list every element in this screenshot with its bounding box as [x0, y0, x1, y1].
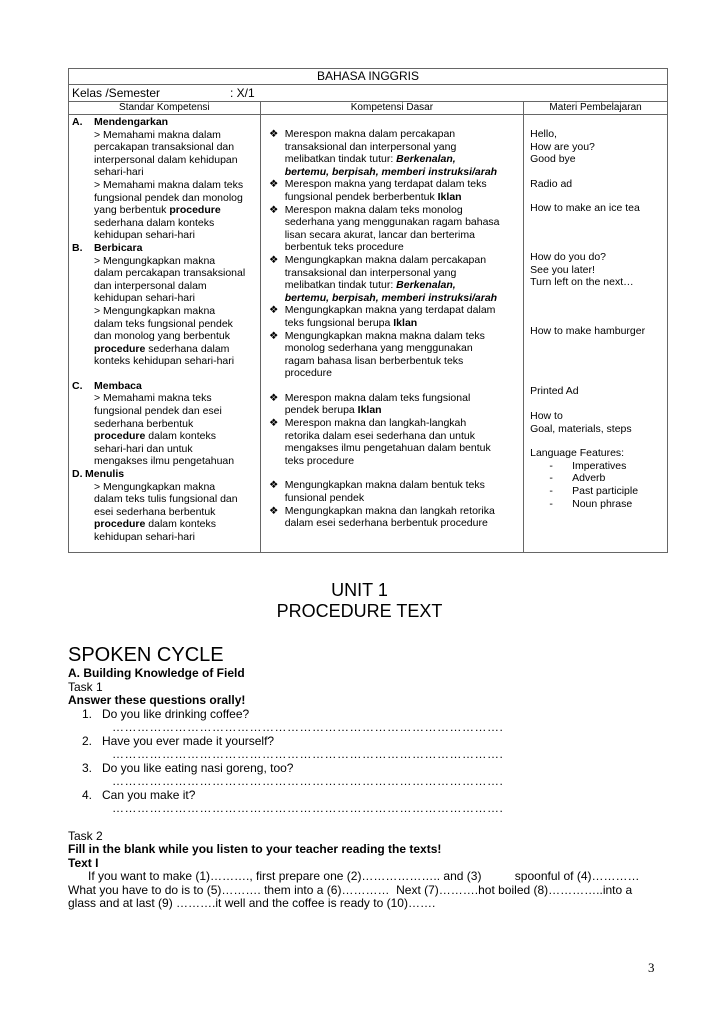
- bullet-icon: ❖: [268, 178, 279, 191]
- sk-a1: > Memahami makna dalam percakapan transaksional dan interpersonal dalam kehidupan sehari-hari: [94, 128, 238, 179]
- bullet-icon: ❖: [268, 253, 279, 266]
- sk-b2: > Mengungkapkan makna dalam teks fungsional pendek dan monolog yang berbentuk procedure sederhana dalam konteks kehidupan sehari-hari: [94, 304, 235, 368]
- bullet-icon: ❖: [268, 391, 279, 404]
- sk-column: [69, 115, 261, 553]
- answer-line: ………………………………………………………………………………….: [112, 801, 504, 815]
- table-title: BAHASA INGGRIS: [69, 69, 668, 85]
- mp-c2: How to Goal, materials, steps: [530, 409, 632, 435]
- list-item: 1. Do you like drinking coffee? ………………………………………………………………………………….: [68, 708, 688, 735]
- answer-line: ………………………………………………………………………………….: [112, 774, 504, 788]
- task1-label: Task 1: [68, 679, 103, 694]
- spoken-cycle-heading: SPOKEN CYCLE: [68, 644, 224, 666]
- answer-line: ………………………………………………………………………………….: [112, 747, 504, 761]
- sk-c1: > Memahami makna teks fungsional pendek dan esei sederhana berbentuk procedure dalam konteks sehari-hari dan untuk mengakses ilmu pengetahuan: [94, 392, 235, 468]
- bullet-icon: ❖: [268, 417, 279, 430]
- header-kompetensi: Kompetensi Dasar: [260, 102, 523, 115]
- lf-item: - Adverb: [549, 472, 606, 485]
- mp-column: [524, 115, 668, 553]
- sk-a2: > Memahami makna dalam teks fungsional pendek dan monolog yang berbentuk procedure sederhana dalam konteks kehidupan sehari-hari: [94, 178, 244, 242]
- kelas-row: [69, 85, 668, 102]
- language-features-title: Language Features:: [530, 447, 625, 460]
- task-section: [68, 667, 688, 911]
- kelas-label: Kelas /Semester: [72, 86, 161, 100]
- mp-a2: Radio ad: [530, 177, 573, 190]
- question-list: [68, 708, 688, 816]
- kd-d2: ❖ Mengungkapkan makna dan langkah retorika dalam esei sederhana berbentuk procedure: [263, 505, 520, 530]
- text-label: Text I: [68, 855, 99, 870]
- lf-item: - Noun phrase: [549, 497, 633, 510]
- task2-instruction: Fill in the blank while you listen to your teacher reading the texts!: [68, 842, 442, 856]
- sk-b1: > Mengungkapkan makna dalam percakapan transaksional dan interpersonal dalam kehidupan sehari-hari: [94, 254, 246, 305]
- kd-a1: ❖ Merespon makna dalam percakapan transaksional dan interpersonal yang melibatkan tindak tutur: Berkenalan, bertemu, berpisah, memberi instruksi/arah: [263, 128, 520, 178]
- list-item: 2. Have you ever made it yourself? ………………………………………………………………………………….: [68, 735, 688, 762]
- bullet-icon: ❖: [268, 203, 279, 216]
- section-d: D. Menulis: [72, 468, 125, 481]
- section-b: B. Berbicara: [72, 241, 143, 254]
- mp-b1: How do you do? See you later! Turn left on the next…: [530, 250, 634, 289]
- unit-number: UNIT 1: [331, 580, 388, 600]
- kd-b2: ❖ Mengungkapkan makna yang terdapat dalam teks fungsional berupa Iklan: [263, 304, 520, 329]
- bullet-icon: ❖: [268, 479, 279, 492]
- lf-item: - Past participle: [549, 484, 639, 497]
- kd-a2: ❖ Merespon makna yang terdapat dalam teks fungsional pendek berberbentuk Iklan: [263, 178, 520, 203]
- list-item: 3. Do you like eating nasi goreng, too? ………………………………………………………………………………….: [68, 762, 688, 789]
- kd-b3: ❖ Mengungkapkan makna makna dalam teks monolog sederhana yang menggunakan ragam bahasa lisan berberbentuk teks procedure: [263, 330, 520, 380]
- section-a: A. Mendengarkan: [72, 116, 169, 128]
- page-number: 3: [648, 960, 655, 975]
- task2-label: Task 2: [68, 828, 103, 843]
- section-c: C. Membaca: [72, 379, 142, 392]
- kd-a3: ❖ Merespon makna dalam teks monolog sederhana yang menggunakan ragam bahasa lisan secara akurat, lancar dan berterima berbentuk teks procedure: [263, 204, 520, 254]
- mp-a1: Hello, How are you? Good bye: [530, 128, 595, 166]
- cloze-paragraph: If you want to make (1)………., first prepare one (2)……………….. and (3) spoonful of (4)………… What you have to do is to (5)………. them into a (6)………… Next (7)……….hot boiled (8)…………..into a glass and at last (9) ……….it well and the coffee is ready to (10)…….: [68, 869, 640, 910]
- task1-instruction: Answer these questions orally!: [68, 693, 246, 707]
- syllabus-table: [68, 68, 668, 553]
- kd-c1: ❖ Merespon makna dalam teks fungsional pendek berupa Iklan: [263, 392, 520, 417]
- bullet-icon: ❖: [268, 128, 279, 140]
- bullet-icon: ❖: [268, 329, 279, 342]
- mp-c1: Printed Ad: [530, 385, 579, 398]
- sk-d1: > Mengungkapkan makna dalam teks tulis fungsional dan esei sederhana berbentuk procedure dalam konteks kehidupan sehari-hari: [94, 480, 238, 543]
- header-standar: Standar Kompetensi: [69, 102, 261, 115]
- kelas-value: : X/1: [230, 86, 255, 100]
- mp-b3: How to make hamburger: [530, 324, 646, 337]
- kd-d1: ❖ Mengungkapkan makna dalam bentuk teks funsional pendek: [263, 479, 520, 504]
- bullet-icon: ❖: [268, 304, 279, 317]
- subheading-bkof: A. Building Knowledge of Field: [68, 666, 245, 680]
- unit-title: PROCEDURE TEXT: [276, 601, 443, 621]
- mp-a3: How to make an ice tea: [530, 202, 640, 215]
- list-item: 4. Can you make it? ………………………………………………………………………………….: [68, 789, 688, 816]
- header-materi: Materi Pembelajaran: [524, 102, 668, 115]
- kd-c2: ❖ Merespon makna dan langkah-langkah retorika dalam esei sederhana dan untuk mengakses ilmu pengetahuan dalam bentuk teks procedure: [263, 417, 520, 467]
- lf-item: - Imperatives: [549, 459, 627, 472]
- kd-b1: ❖ Mengungkapkan makna dalam percakapan transaksional dan interpersonal yang melibatkan tindak tutur: Berkenalan, bertemu, berpisah, memberi instruksi/arah: [263, 254, 520, 304]
- kd-column: [260, 115, 523, 553]
- bullet-icon: ❖: [268, 504, 279, 517]
- answer-line: ………………………………………………………………………………….: [112, 720, 504, 734]
